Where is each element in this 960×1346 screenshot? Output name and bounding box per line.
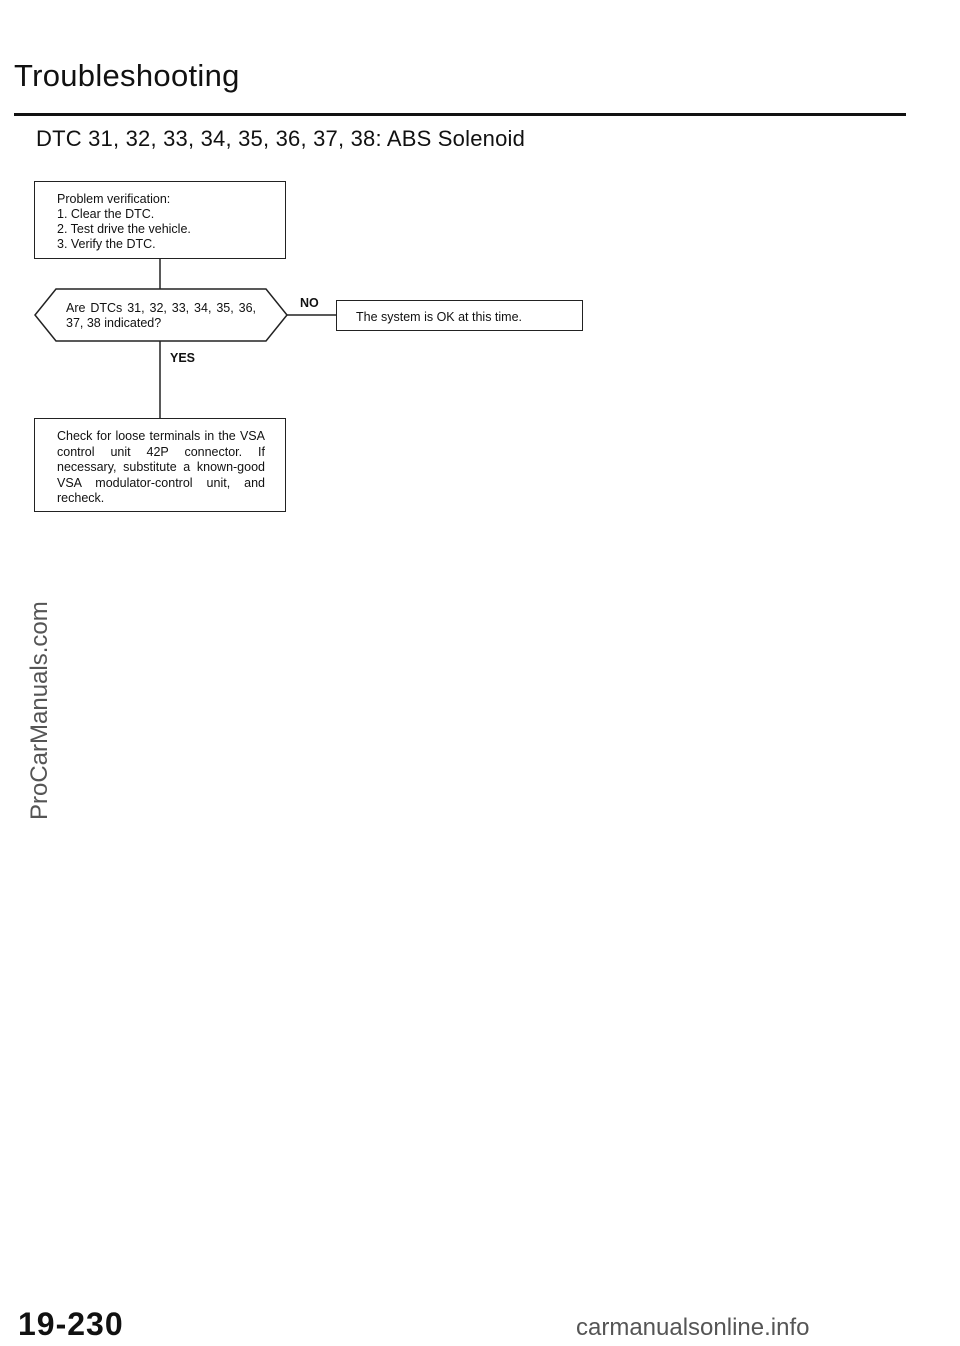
check-box-text: Check for loose terminals in the VSA control unit 42P connector. If necessary, substitute a known-good VSA modulator-control unit, and recheck. [57,429,265,505]
check-box [34,418,286,512]
bottom-watermark: carmanualsonline.info [576,1314,810,1341]
verification-heading: Problem verification: [57,192,171,206]
verification-step-2: 2. Test drive the vehicle. [57,222,191,236]
verification-step-3: 3. Verify the DTC. [57,237,156,251]
ok-box-text: The system is OK at this time. [356,310,523,324]
yes-label: YES [170,351,196,365]
side-watermark: ProCarManuals.com [26,601,53,820]
decision-question: Are DTCs 31, 32, 33, 34, 35, 36, 37, 38 indicated? [66,301,256,330]
verification-box [34,181,286,259]
no-label: NO [300,296,319,310]
verification-step-1: 1. Clear the DTC. [57,207,155,221]
page-number: 19-230 [18,1306,124,1342]
dtc-title: DTC 31, 32, 33, 34, 35, 36, 37, 38: ABS Solenoid [36,126,526,151]
section-title: Troubleshooting [14,58,240,93]
ok-box [336,300,583,331]
